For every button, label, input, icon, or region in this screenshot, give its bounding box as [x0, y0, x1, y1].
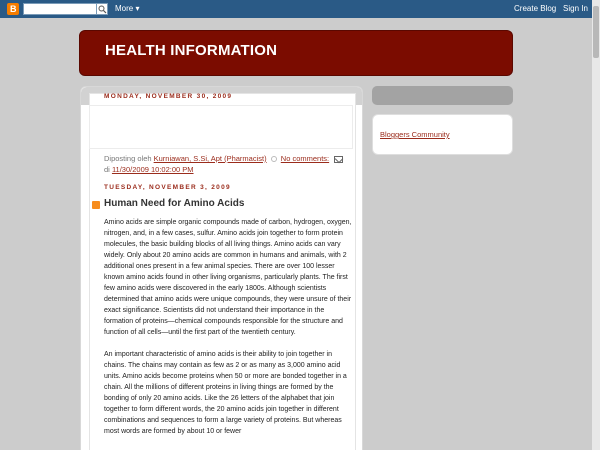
- at-label: di: [104, 165, 110, 174]
- search-icon[interactable]: [96, 3, 108, 15]
- feed-icon: [92, 201, 100, 209]
- blog-header: [79, 30, 513, 76]
- comments-link[interactable]: No comments:: [280, 154, 330, 163]
- blogger-navbar: [0, 0, 592, 18]
- date-header: TUESDAY, NOVEMBER 3, 2009: [104, 184, 231, 191]
- email-post-icon[interactable]: [334, 156, 343, 163]
- post-title[interactable]: Human Need for Amino Acids: [104, 198, 245, 209]
- comment-icon: [271, 156, 277, 162]
- scrollbar[interactable]: [592, 0, 600, 450]
- sidebar-header-bar: [372, 86, 513, 105]
- date-header: MONDAY, NOVEMBER 30, 2009: [104, 93, 233, 100]
- create-blog-link[interactable]: Create Blog: [514, 4, 557, 13]
- posted-by-label: Diposting oleh: [104, 154, 152, 163]
- sidebar-widget: [372, 114, 513, 155]
- post-body: [104, 217, 352, 448]
- scrollbar-thumb[interactable]: [593, 6, 599, 58]
- more-menu[interactable]: [115, 2, 139, 16]
- more-label: More: [115, 4, 134, 13]
- post-paragraph: Amino acids are simple organic compounds made of carbon, hydrogen, oxygen, nitrogen, and, in a few cases, sulfur. Amino acids join together to form protein molecules, the basic building blocks of all living things. Amino acids can vary widely. Only about 20 amino acids are common in humans and animals, with 2 additional ones present in a few animal species. There are over 100 lesser known amino acids found in other living organisms, particularly plants. The first few amino acids were discovered in the early 1800s. Although scientists determined that amino acids were unique compounds, they were unsure of their exact significance. Scientists did not understand their importance in the formation of proteins—chemical compounds responsible for the structure and function of all cells—until the first part of the twentieth century.: [104, 219, 352, 336]
- post-footer: [104, 153, 354, 175]
- sign-in-link[interactable]: Sign In: [563, 4, 588, 13]
- post-paragraph: An important characteristic of amino acids is their ability to join together in chains. The chains may contain as few as 2 or as many as 3,000 amino acid units. Amino acids become proteins when 50 or more are bonded together in a chain. All the millions of different proteins in living things are formed by the bonding of only 20 amino acids. Like the 26 letters of the alphabet that join together to form different words, the 20 amino acids join together in different combinations and sequences to form a large variety of proteins. But whereas most words are formed by about 10 or fewer: [104, 351, 347, 435]
- blog-title[interactable]: HEALTH INFORMATION: [105, 42, 278, 59]
- chevron-down-icon: ▾: [135, 4, 140, 13]
- author-link[interactable]: Kurniawan, S.Si, Apt (Pharmacist): [153, 154, 267, 163]
- post-timestamp-link[interactable]: 11/30/2009 10:02:00 PM: [111, 165, 194, 174]
- post-body-empty: [89, 105, 353, 149]
- bloggers-community-link[interactable]: Bloggers Community: [380, 130, 450, 139]
- blogger-logo-icon[interactable]: B: [7, 3, 19, 15]
